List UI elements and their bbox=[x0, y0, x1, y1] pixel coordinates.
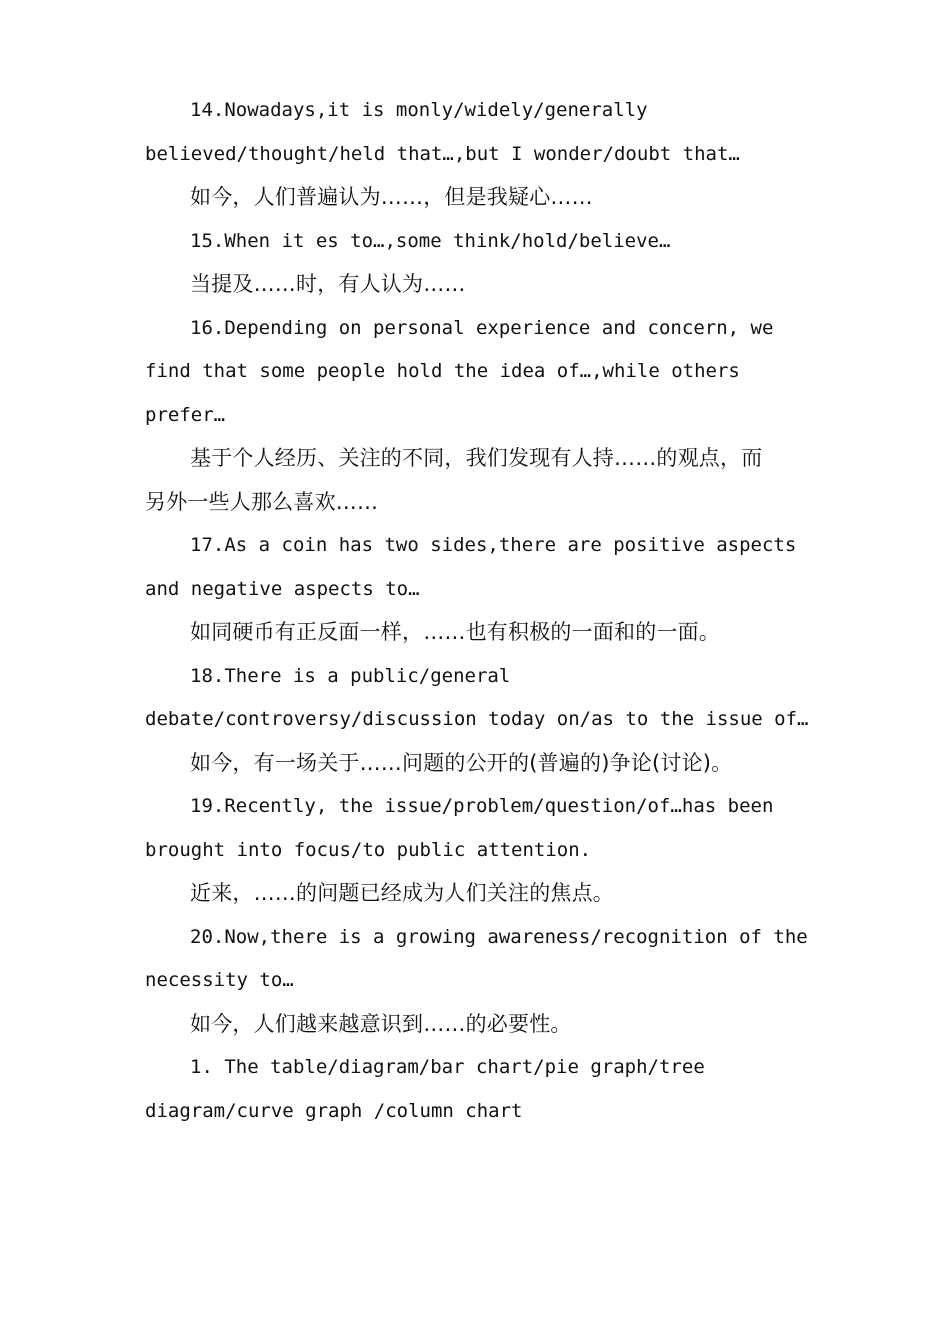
text-line: prefer… bbox=[145, 403, 226, 426]
text-line: find that some people hold the idea of…,while others bbox=[145, 360, 740, 382]
text-line: 19.Recently, the issue/problem/question/of…has been bbox=[190, 795, 774, 817]
text-line: brought into focus/to public attention. bbox=[145, 838, 592, 861]
text-line: 当提及……时，有人认为…… bbox=[190, 272, 466, 296]
text-line: 18.There is a public/general bbox=[190, 664, 511, 687]
text-line: diagram/curve graph /column chart bbox=[145, 1099, 523, 1122]
text-line: 另外一些人那么喜欢…… bbox=[145, 489, 379, 514]
text-line: 如今，人们普遍认为……，但是我疑心…… bbox=[190, 185, 593, 209]
document-body bbox=[145, 89, 815, 1133]
text-line: and negative aspects to… bbox=[145, 577, 420, 600]
text-line: believed/thought/held that…,but I wonder/doubt that… bbox=[145, 142, 740, 165]
text-line: 基于个人经历、关注的不同，我们发现有人持……的观点，而 bbox=[190, 446, 763, 470]
text-line: 20.Now,there is a growing awareness/recognition of the bbox=[190, 925, 808, 948]
text-line: 17.As a coin has two sides,there are positive aspects bbox=[190, 534, 797, 556]
text-line: debate/controversy/discussion today on/as to the issue of… bbox=[145, 708, 809, 730]
text-line: 如今，有一场关于……问题的公开的(普遍的)争论(讨论)。 bbox=[190, 750, 733, 775]
text-line: 如今，人们越来越意识到……的必要性。 bbox=[190, 1011, 572, 1036]
text-line: 1. The table/diagram/bar chart/pie graph/tree bbox=[190, 1056, 705, 1078]
text-line: 近来，……的问题已经成为人们关注的焦点。 bbox=[190, 881, 614, 905]
text-line: 如同硬币有正反面一样，……也有积极的一面和的一面。 bbox=[190, 620, 720, 644]
text-line: 15.When it es to…,some think/hold/believe… bbox=[190, 229, 671, 252]
text-line: 14.Nowadays,it is monly/widely/generally bbox=[190, 99, 648, 121]
text-line: 16.Depending on personal experience and concern, we bbox=[190, 316, 774, 339]
text-line: necessity to… bbox=[145, 969, 294, 991]
